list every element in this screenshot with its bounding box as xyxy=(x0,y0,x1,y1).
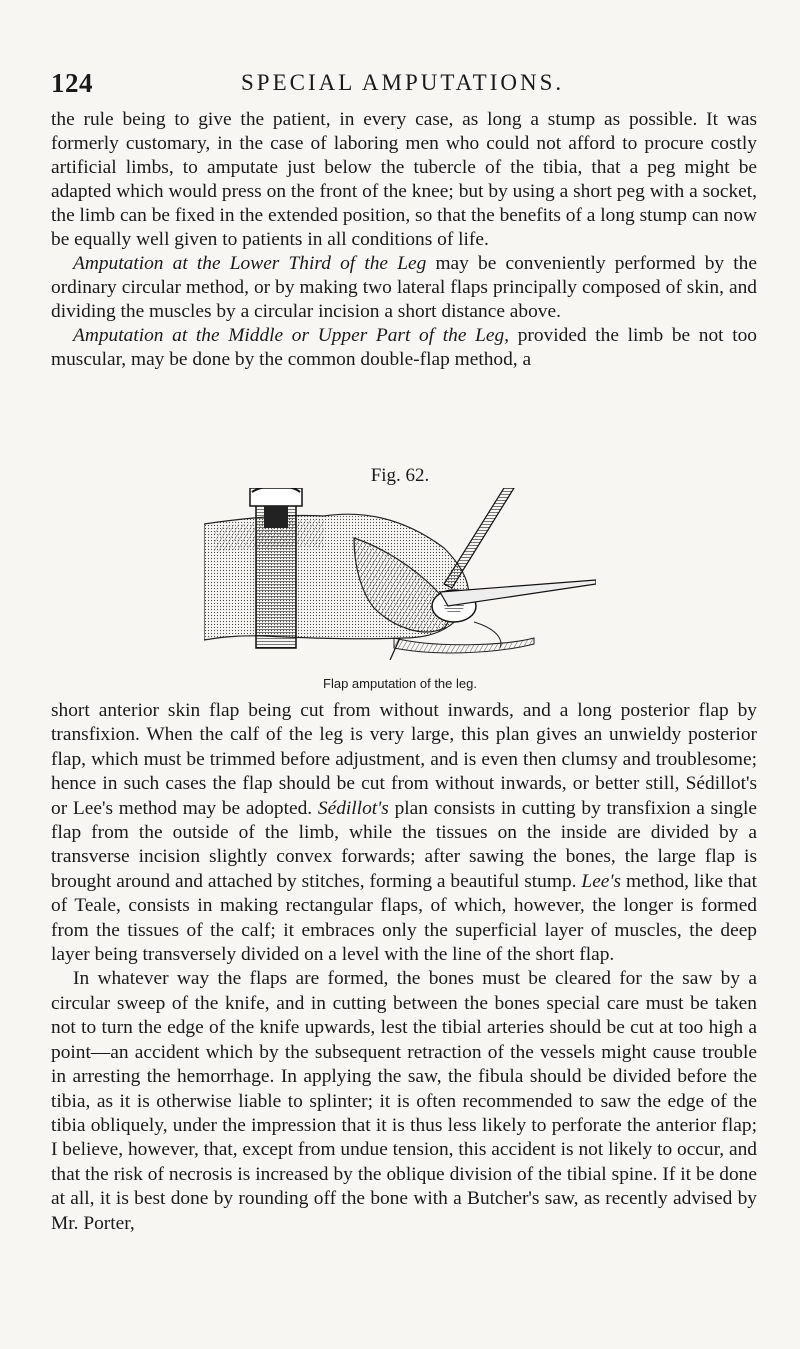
italic-name: Lee's xyxy=(581,870,622,892)
paragraph xyxy=(51,108,757,252)
text-block-bottom xyxy=(51,699,757,1236)
figure-illustration xyxy=(204,488,596,660)
paragraph-text: plan consists in cutting by transfixion a single flap from the outside of the limb, while the tissues on the inside are divided by a transverse incision slightly convex forwards; after sawing the bones, the large flap is brought around and attached by stitches, forming a beautiful stump. xyxy=(51,797,757,892)
paragraph-text: short anterior skin flap being cut from without inwards, and a long posterior flap by transfixion. When the calf of the leg is very large, this plan gives an unwieldy posterior flap, which must be trimmed before adjustment, and is even then clumsy and troublesome; hence in such cases the flap should be cut from without inwards, or better still, Sédillot's or Lee's method may be adopted. xyxy=(51,700,757,819)
paragraph xyxy=(51,324,757,372)
paragraph-text: the rule being to give the patient, in every case, as long a stump as possible. It was formerly customary, in the case of laboring men who could not afford to procure costly artificial limbs, to amputate just below the tubercle of the tibia, that a peg might be adapted which would press on the front of the knee; but by using a short peg with a socket, the limb can be fixed in the extended position, so that the benefits of a long stump can now be equally well given to patients in all conditions of life. xyxy=(51,109,757,250)
text-block-top xyxy=(51,108,757,372)
italic-name: Sédillot's xyxy=(317,797,389,819)
figure-caption: Flap amputation of the leg. xyxy=(323,676,477,691)
paragraph xyxy=(51,699,757,967)
paragraph xyxy=(51,967,757,1235)
page-header xyxy=(51,68,751,99)
section-lead: Amputation at the Lower Third of the Leg xyxy=(73,253,427,274)
paragraph-text: In whatever way the flaps are formed, the bones must be cleared for the saw by a circular sweep of the knife, and in cutting between the bones special care must be taken not to turn the edge of the knife upwards, lest the tibial arteries should be cut at too high a point—an accident which by the subsequent retraction of the vessels might cause trouble in arresting the hemorrhage. In applying the saw, the fibula should be divided before the tibia, as it is otherwise liable to splinter; it is often recommended to saw the edge of the tibia obliquely, under the impression that it is thus less likely to perforate the anterior flap; I believe, however, that, except from undue tension, this accident is not likely to occur, and that the risk of necrosis is increased by the oblique division of the tibial spine. If it be done at all, it is best done by rounding off the bone with a Butcher's saw, as recently advised by Mr. Porter, xyxy=(51,968,757,1234)
running-title: SPECIAL AMPUTATIONS. xyxy=(241,70,565,95)
page-number: 124 xyxy=(51,68,93,98)
leg-flap-amputation-engraving-icon xyxy=(204,488,596,660)
paragraph-text: provided the limb be not too muscular, may be done by the common double-flap method, a xyxy=(51,325,757,370)
paragraph-text: may be conveniently performed by the ordinary circular method, or by making two lateral flaps principally composed of skin, and dividing the muscles by a circular incision a short distance above. xyxy=(51,253,757,322)
paragraph xyxy=(51,252,757,324)
paragraph-text: method, like that of Teale, consists in making rectangular flaps, of which, however, the longer is formed from the tissues of the calf; it embraces only the superficial layer of muscles, the deep layer being transversely divided on a level with the line of the short flap. xyxy=(51,870,757,966)
figure-label: Fig. 62. xyxy=(370,465,430,486)
section-lead: Amputation at the Middle or Upper Part of the Leg, xyxy=(73,325,510,346)
